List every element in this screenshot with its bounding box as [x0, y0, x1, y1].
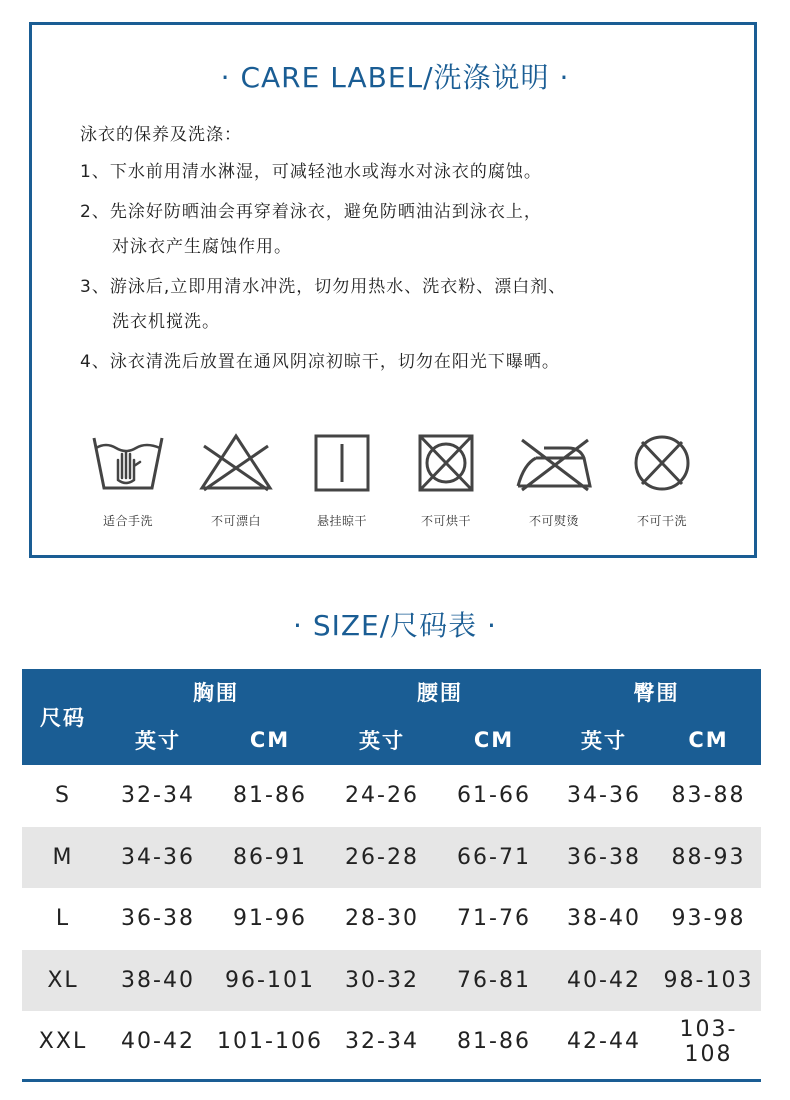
table-cell: 93-98: [671, 906, 746, 932]
care-item-line: 对泳衣产生腐蚀作用。: [112, 237, 292, 257]
care-symbol-no-bleach: [181, 430, 291, 529]
waist-header: 腰围: [417, 681, 463, 705]
care-symbol-label: 不可熨烫: [528, 514, 579, 528]
care-symbol-no-iron: [499, 430, 609, 529]
table-cell: 40-42: [552, 950, 656, 1012]
table-row: [22, 950, 761, 1012]
care-symbol-hand-wash: [73, 430, 183, 529]
table-cell: 83-88: [671, 783, 746, 809]
table-cell: 81-86: [457, 1029, 531, 1055]
table-cell: 81-86: [233, 783, 307, 809]
care-label-title: · CARE LABEL/洗涤说明 ·: [220, 61, 570, 94]
unit-header: CM: [688, 728, 729, 752]
care-item-line: 洗衣机搅洗。: [112, 312, 220, 332]
unit-header: CM: [249, 728, 291, 752]
care-symbols: [29, 430, 757, 540]
table-cell: 34-36: [104, 827, 212, 889]
hand-wash-icon: [88, 430, 168, 496]
care-instructions: [80, 118, 566, 385]
table-row: [22, 1011, 761, 1073]
table-cell: 98-103: [656, 950, 761, 1012]
care-symbol-label: 不可干洗: [636, 514, 687, 528]
care-item-4: [80, 345, 566, 380]
care-symbol-no-dry-clean: [607, 430, 717, 529]
table-row: [22, 765, 761, 827]
care-item-line: 2、先涂好防晒油会再穿着泳衣，避免防晒油沾到泳衣上，: [80, 202, 542, 222]
size-cell: L: [55, 906, 71, 932]
care-heading: 泳衣的保养及洗涤：: [80, 125, 242, 145]
size-cell: M: [22, 827, 104, 889]
care-item-2: [80, 195, 566, 265]
table-cell: 28-30: [345, 906, 419, 932]
table-cell: 88-93: [656, 827, 761, 889]
chest-header: 胸围: [193, 681, 239, 705]
table-header-row: [22, 669, 761, 715]
size-cell: XL: [22, 950, 104, 1012]
care-item-line: 3、游泳后,立即用清水冲洗，切勿用热水、洗衣粉、漂白剂、: [80, 277, 567, 297]
table-cell: 32-34: [345, 1029, 419, 1055]
care-item-1: [80, 155, 566, 190]
care-item-3: [80, 270, 566, 340]
table-cell: 36-38: [552, 827, 656, 889]
size-column-header: 尺码: [40, 706, 86, 730]
unit-header: 英寸: [581, 729, 627, 753]
bottom-divider: [22, 1079, 761, 1082]
table-row: [22, 827, 761, 889]
table-cell: 42-44: [567, 1029, 641, 1055]
size-cell: XXL: [38, 1029, 88, 1055]
table-cell: 76-81: [436, 950, 552, 1012]
table-cell: 86-91: [212, 827, 328, 889]
table-cell: 34-36: [567, 783, 641, 809]
table-cell: 32-34: [121, 783, 195, 809]
no-iron-icon: [514, 430, 594, 496]
care-item-line: 4、泳衣清洗后放置在通风阴凉初晾干，切勿在阳光下曝晒。: [80, 352, 560, 372]
unit-header: CM: [473, 728, 515, 752]
table-cell: 38-40: [104, 950, 212, 1012]
size-chart-title: · SIZE/尺码表 ·: [293, 609, 497, 642]
table-row: [22, 888, 761, 950]
table-cell: 96-101: [212, 950, 328, 1012]
care-symbol-label: 悬挂晾干: [316, 514, 367, 528]
unit-header: 英寸: [359, 729, 405, 753]
care-symbol-label: 适合手洗: [102, 514, 153, 528]
hip-header: 臀围: [633, 681, 680, 705]
table-cell: 30-32: [328, 950, 436, 1012]
table-cell: 40-42: [121, 1029, 195, 1055]
unit-header: 英寸: [135, 729, 181, 753]
table-cell: 24-26: [345, 783, 419, 809]
table-unit-row: [22, 715, 761, 765]
care-symbol-label: 不可漂白: [210, 514, 261, 528]
care-item-line: 1、下水前用清水淋湿，可减轻池水或海水对泳衣的腐蚀。: [80, 162, 542, 182]
line-dry-icon: [302, 430, 382, 496]
table-cell: 26-28: [328, 827, 436, 889]
table-cell: 71-76: [457, 906, 531, 932]
table-cell: 36-38: [121, 906, 195, 932]
care-symbol-line-dry: [287, 430, 397, 529]
table-cell: 61-66: [457, 783, 531, 809]
care-symbol-label: 不可烘干: [420, 514, 471, 528]
table-cell: 91-96: [233, 906, 307, 932]
size-cell: S: [55, 783, 71, 809]
no-dry-clean-icon: [622, 430, 702, 496]
no-tumble-dry-icon: [406, 430, 486, 496]
no-bleach-icon: [196, 430, 276, 496]
table-cell: 103-108: [679, 1016, 738, 1067]
table-cell: 38-40: [567, 906, 641, 932]
size-table: [22, 669, 761, 1073]
table-cell: 101-106: [217, 1029, 323, 1055]
table-cell: 66-71: [436, 827, 552, 889]
care-symbol-no-tumble-dry: [391, 430, 501, 529]
